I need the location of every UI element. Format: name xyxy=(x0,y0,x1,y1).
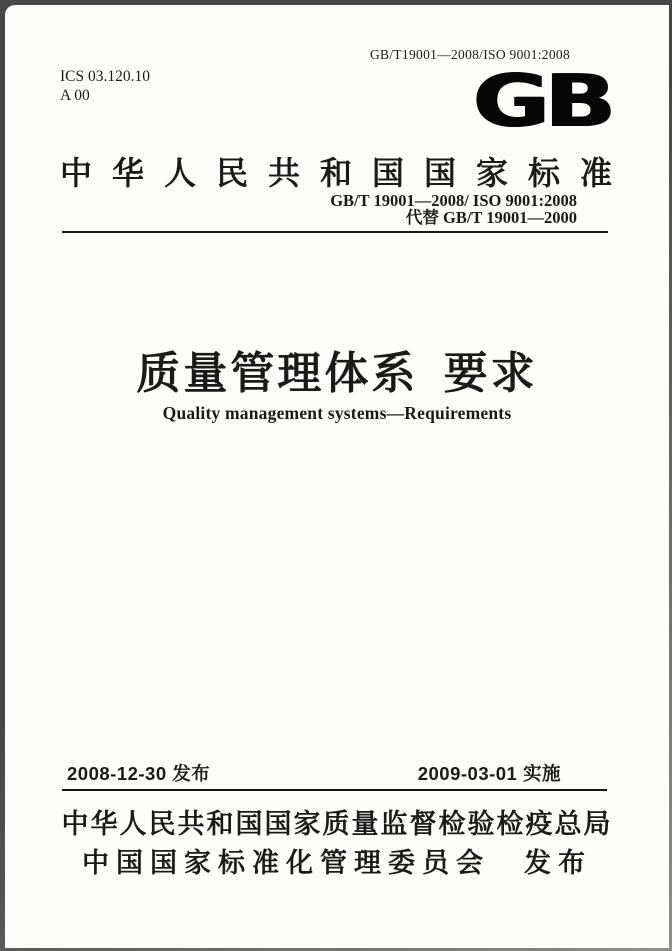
issue-date: 2008-12-30 发布 xyxy=(67,763,211,784)
doc-ref-header: GB/T19001—2008/ISO 9001:2008 xyxy=(369,47,570,62)
ics-code: ICS 03.120.10 xyxy=(60,68,150,85)
superseded-note: 代替 GB/T 19001—2000 xyxy=(405,208,577,227)
standard-number: GB/T 19001—2008/ ISO 9001:2008 xyxy=(330,191,577,210)
standard-cover-page xyxy=(5,5,669,948)
ics-block xyxy=(60,67,150,105)
footer-rule xyxy=(62,789,607,791)
implementation-date: 2009-03-01 实施 xyxy=(417,763,561,784)
issuer-secondary: 中国国家标准化管理委员会 发布 xyxy=(82,848,592,878)
document-title: 质量管理体系 要求 xyxy=(136,349,538,398)
standard-number-block xyxy=(330,192,577,226)
gb-logo-text: GB xyxy=(473,59,611,143)
ics-class: A 00 xyxy=(60,87,90,104)
issuer-primary: 中华人民共和国国家质量监督检验检疫总局 xyxy=(61,809,613,839)
gb-logo xyxy=(473,59,611,143)
standard-name-heading: 中华人民共和国国家标准 xyxy=(60,155,612,191)
dates-row xyxy=(67,760,561,786)
document-title-en: Quality management systems—Requirements xyxy=(162,403,512,423)
header-rule xyxy=(62,231,608,233)
